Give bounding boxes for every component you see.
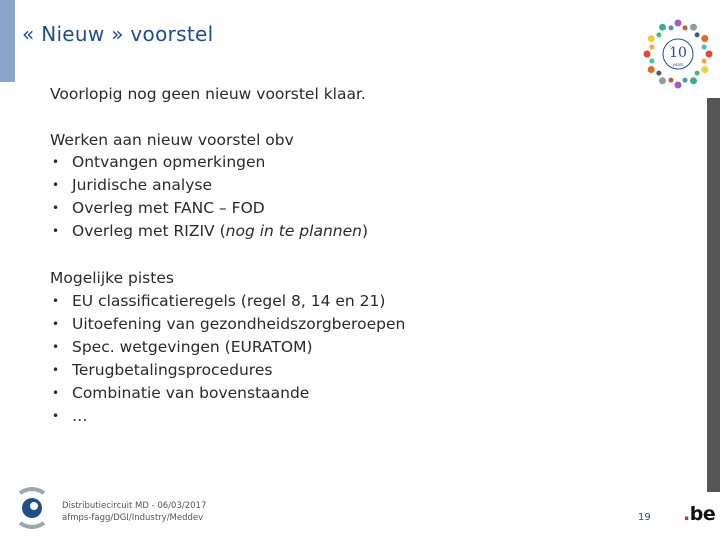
- bullet-icon: •: [52, 294, 60, 308]
- work-list: [50, 151, 368, 243]
- list-item: • Combinatie van bovenstaande: [50, 382, 405, 405]
- status-text: Voorlopig nog geen nieuw voorstel klaar.: [50, 85, 366, 103]
- logo-dot: [690, 77, 697, 84]
- logo-dot: [649, 45, 654, 50]
- logo-small-text: years: [672, 62, 684, 67]
- logo-dot: [702, 59, 707, 64]
- options-heading: Mogelijke pistes: [50, 269, 174, 287]
- work-heading: Werken aan nieuw voorstel obv: [50, 131, 294, 149]
- bullet-icon: •: [52, 201, 60, 215]
- logo-dot: [656, 32, 661, 37]
- options-list: [50, 290, 405, 428]
- logo-dot: [702, 45, 707, 50]
- logo-dot: [695, 32, 700, 37]
- logo-dot: [648, 35, 655, 42]
- bullet-icon: •: [52, 178, 60, 192]
- logo-dot: [669, 25, 674, 30]
- logo-dot: [683, 25, 688, 30]
- list-item: • Ontvangen opmerkingen: [50, 151, 368, 174]
- logo-dot: [706, 51, 713, 58]
- logo-dot: [683, 78, 688, 83]
- slide-title: « Nieuw » voorstel: [22, 22, 214, 46]
- list-item: • …: [50, 405, 405, 428]
- bullet-icon: •: [52, 386, 60, 400]
- logo-dot: [701, 66, 708, 73]
- logo-dot: [701, 35, 708, 42]
- list-item: • EU classificatieregels (regel 8, 14 en 21): [50, 290, 405, 313]
- italic-note: nog in te plannen: [225, 222, 362, 240]
- logo-dot: [659, 24, 666, 31]
- logo-dot: [675, 20, 682, 27]
- bullet-icon: •: [52, 317, 60, 331]
- bullet-icon: •: [52, 409, 60, 423]
- page-number: 19: [638, 512, 651, 523]
- logo-dot: [644, 51, 651, 58]
- logo-dot: [675, 82, 682, 89]
- list-item: • Uitoefening van gezondheidszorgberoepen: [50, 313, 405, 336]
- bullet-icon: •: [52, 340, 60, 354]
- logo-dot: [659, 77, 666, 84]
- footer-line-1: Distributiecircuit MD - 06/03/2017: [62, 501, 207, 511]
- list-item: • Terugbetalingsprocedures: [50, 359, 405, 382]
- agency-logo-icon: [14, 485, 50, 531]
- bullet-icon: •: [52, 155, 60, 169]
- list-item: • Overleg met FANC – FOD: [50, 197, 368, 220]
- list-item: • Overleg met RIZIV (nog in te plannen): [50, 220, 368, 243]
- logo-dot: [669, 78, 674, 83]
- bullet-icon: •: [52, 224, 60, 238]
- footer-line-2: afmps-fagg/DGI/Industry/Meddev: [62, 513, 204, 523]
- anniversary-logo-icon: [640, 16, 716, 92]
- list-item: • Spec. wetgevingen (EURATOM): [50, 336, 405, 359]
- logo-dot: [695, 71, 700, 76]
- footer-text: [62, 500, 206, 524]
- list-item: • Juridische analyse: [50, 174, 368, 197]
- bullet-icon: •: [52, 363, 60, 377]
- title-accent-bar: [0, 0, 15, 82]
- right-side-bar: [707, 98, 720, 492]
- logo-dot: [648, 66, 655, 73]
- logo-number: 10: [669, 45, 687, 61]
- logo-dot: [690, 24, 697, 31]
- logo-dot: [649, 59, 654, 64]
- logo-dot: [656, 71, 661, 76]
- be-logo: .be: [683, 503, 716, 525]
